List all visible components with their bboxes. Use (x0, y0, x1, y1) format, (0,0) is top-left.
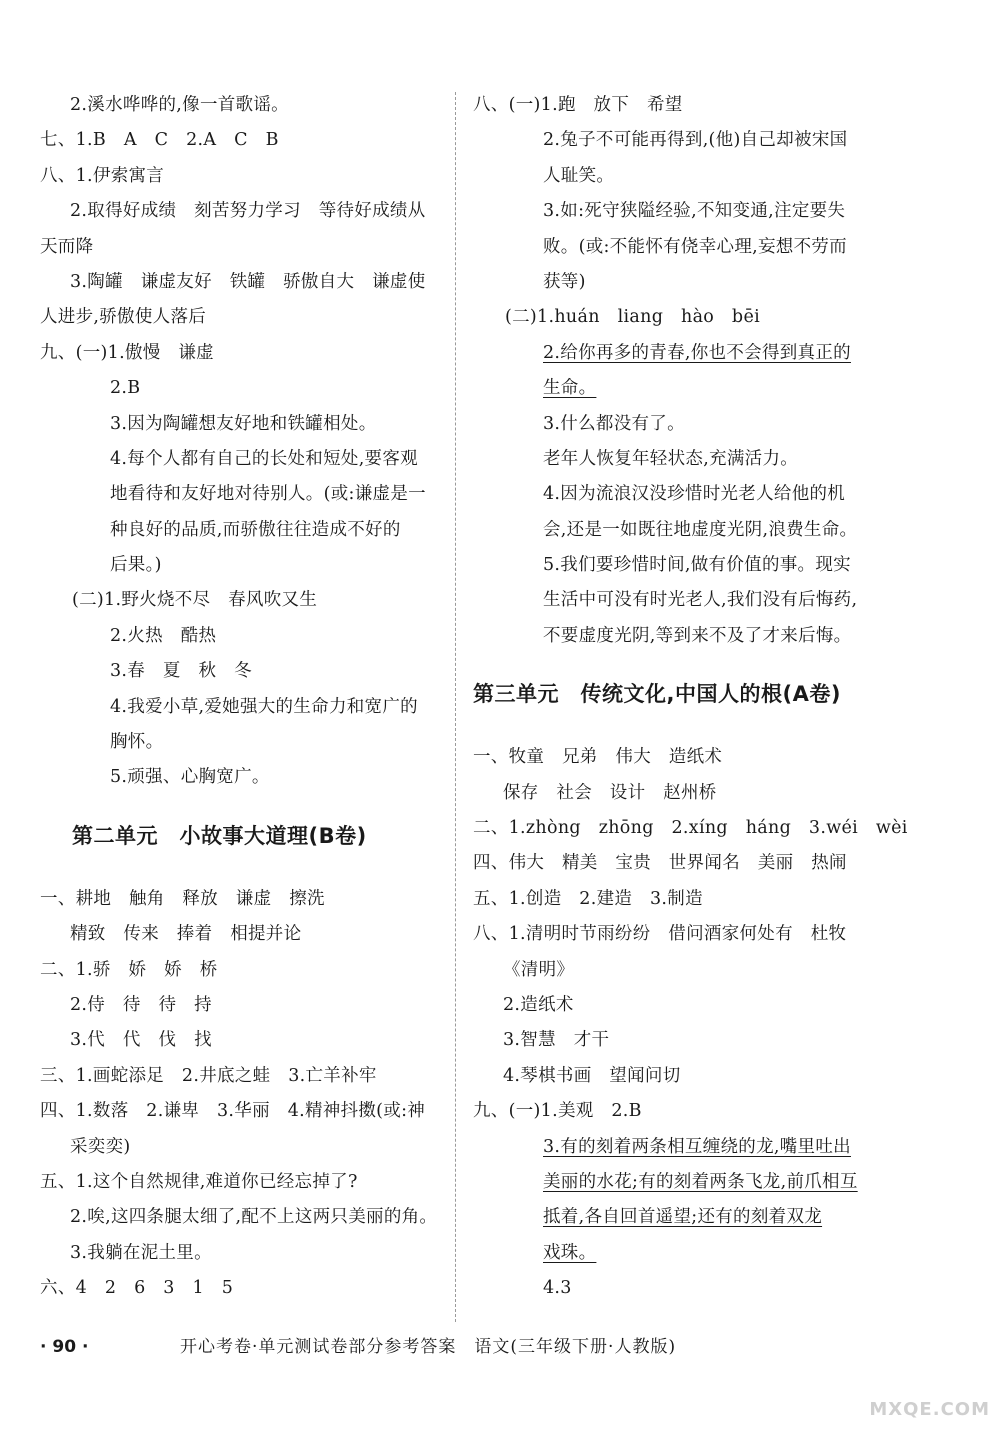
answer-line: 七、1.B A C 2.A C B (40, 130, 279, 151)
answer-line: 3.春 夏 秋 冬 (110, 661, 252, 682)
right-column (473, 88, 908, 1307)
answer-line: 九、(一)1.傲慢 谦虚 (40, 342, 214, 363)
unit3-answer-list (473, 740, 908, 1306)
page-footer (40, 1332, 940, 1362)
answer-line: 5.顽强、心胸宽广。 (110, 767, 270, 788)
answer-line: 2.兔子不可能再得到,(他)自己却被宋国 (543, 130, 848, 151)
answer-line: 五、1.创造 2.建造 3.制造 (473, 888, 703, 909)
answer-line: 精致 传来 捧着 相提并论 (70, 924, 302, 945)
unit3-heading: 第三单元 传统文化,中国人的根(A卷) (473, 682, 841, 707)
left-column (40, 88, 440, 1307)
answer-line: 4.每个人都有自己的长处和短处,要客观 (110, 448, 418, 469)
answer-line: 一、牧童 兄弟 伟大 造纸术 (473, 747, 723, 768)
answer-line: (二)1.huán liang hào bēi (505, 307, 760, 328)
answer-line: 5.我们要珍惜时间,做有价值的事。现实 (543, 555, 851, 576)
answer-line: 种良好的品质,而骄傲往往造成不好的 (110, 519, 401, 540)
answer-line: 戏珠。 (543, 1242, 597, 1263)
answer-line: 九、(一)1.美观 2.B (473, 1101, 642, 1122)
answer-line: 2.给你再多的青春,你也不会得到真正的 (543, 342, 851, 363)
answer-line: 二、1.骄 娇 娇 桥 (40, 959, 218, 980)
answer-line: 八、1.清明时节雨纷纷 借问酒家何处有 杜牧 (473, 924, 847, 945)
answer-line: 八、(一)1.跑 放下 希望 (473, 95, 683, 115)
page-number: · 90 · (40, 1337, 89, 1357)
answer-line: 会,还是一如既往地虚度光阴,浪费生命。 (543, 519, 858, 540)
watermark-logo: MXQE.COM (869, 1399, 990, 1420)
unit2-answer-list (40, 882, 440, 1307)
answer-line: 败。(或:不能怀有侥幸心理,妄想不劳而 (543, 236, 847, 257)
answer-line: 3.代 代 伐 找 (70, 1030, 212, 1051)
answer-line: 生命。 (543, 378, 597, 399)
answer-line: 人进步,骄傲使人落后 (40, 307, 207, 328)
answer-line: 4.我爱小草,爱她强大的生命力和宽广的 (110, 696, 418, 717)
answer-line: 人耻笑。 (543, 165, 615, 186)
answer-line: 一、耕地 触角 释放 谦虚 擦洗 (40, 888, 325, 909)
answer-line: 八、1.伊索寓言 (40, 165, 165, 186)
answer-line: 采奕奕) (70, 1136, 131, 1157)
answer-line: 地看待和友好地对待别人。(或:谦虚是一 (110, 484, 426, 505)
answer-line: 老年人恢复年轻状态,充满活力。 (543, 448, 799, 469)
footer-title: 开心考卷·单元测试卷部分参考答案 语文(三年级下册·人教版) (180, 1337, 677, 1357)
answer-line: 2.侍 待 待 持 (70, 994, 212, 1015)
answer-line: 3.什么都没有了。 (543, 413, 685, 434)
answer-line: 2.火热 酷热 (110, 625, 217, 646)
answer-line: 2.B (110, 378, 141, 399)
answer-line: 3.如:死守狭隘经验,不知变通,注定要失 (543, 201, 846, 222)
answer-line: 2.取得好成绩 刻苦努力学习 等待好成绩从 (70, 201, 426, 222)
answer-line: 2.溪水哗哗的,像一首歌谣。 (70, 95, 289, 115)
answer-line: 4.3 (543, 1278, 572, 1299)
answer-line: 《清明》 (503, 959, 575, 980)
answer-line: 后果。) (110, 555, 162, 576)
answer-line: 抵着,各自回首遥望;还有的刻着双龙 (543, 1207, 823, 1228)
answer-line: 获等) (543, 271, 586, 292)
answer-line: (二)1.野火烧不尽 春风吹又生 (72, 590, 318, 611)
answer-line: 天而降 (40, 236, 94, 257)
answer-line: 六、4 2 6 3 1 5 (40, 1278, 234, 1299)
answer-line: 3.陶罐 谦虚友好 铁罐 骄傲自大 谦虚使 (70, 271, 426, 292)
answer-line: 4.琴棋书画 望闻问切 (503, 1065, 681, 1086)
answer-line: 2.唉,这四条腿太细了,配不上这两只美丽的角。 (70, 1207, 438, 1228)
column-divider (455, 92, 456, 1322)
answer-line: 保存 社会 设计 赵州桥 (503, 782, 717, 803)
answer-line: 三、1.画蛇添足 2.井底之蛙 3.亡羊补牢 (40, 1065, 377, 1086)
left-answer-list (40, 88, 440, 796)
answer-line: 胸怀。 (110, 732, 164, 753)
answer-line: 生活中可没有时光老人,我们没有后悔药, (543, 590, 858, 611)
answer-line: 3.我躺在泥土里。 (70, 1242, 212, 1263)
answer-line: 五、1.这个自然规律,难道你已经忘掉了? (40, 1171, 358, 1192)
answer-line: 3.有的刻着两条相互缠绕的龙,嘴里吐出 (543, 1136, 851, 1157)
answer-line: 3.智慧 才干 (503, 1030, 610, 1051)
answer-line: 美丽的水花;有的刻着两条飞龙,前爪相互 (543, 1171, 858, 1192)
right-answer-list (473, 88, 873, 654)
answer-line: 4.因为流浪汉没珍惜时光老人给他的机 (543, 484, 846, 505)
answer-line: 四、1.数落 2.谦卑 3.华丽 4.精神抖擞(或:神 (40, 1101, 426, 1122)
answer-line: 3.因为陶罐想友好地和铁罐相处。 (110, 413, 377, 434)
answer-line: 2.造纸术 (503, 994, 574, 1015)
unit2-heading: 第二单元 小故事大道理(B卷) (72, 823, 367, 848)
answer-line: 四、伟大 精美 宝贵 世界闻名 美丽 热闹 (473, 853, 847, 874)
answer-line: 不要虚度光阴,等到来不及了才来后悔。 (543, 625, 852, 646)
answer-line: 二、1.zhòng zhōng 2.xíng háng 3.wéi wèi (473, 818, 908, 839)
